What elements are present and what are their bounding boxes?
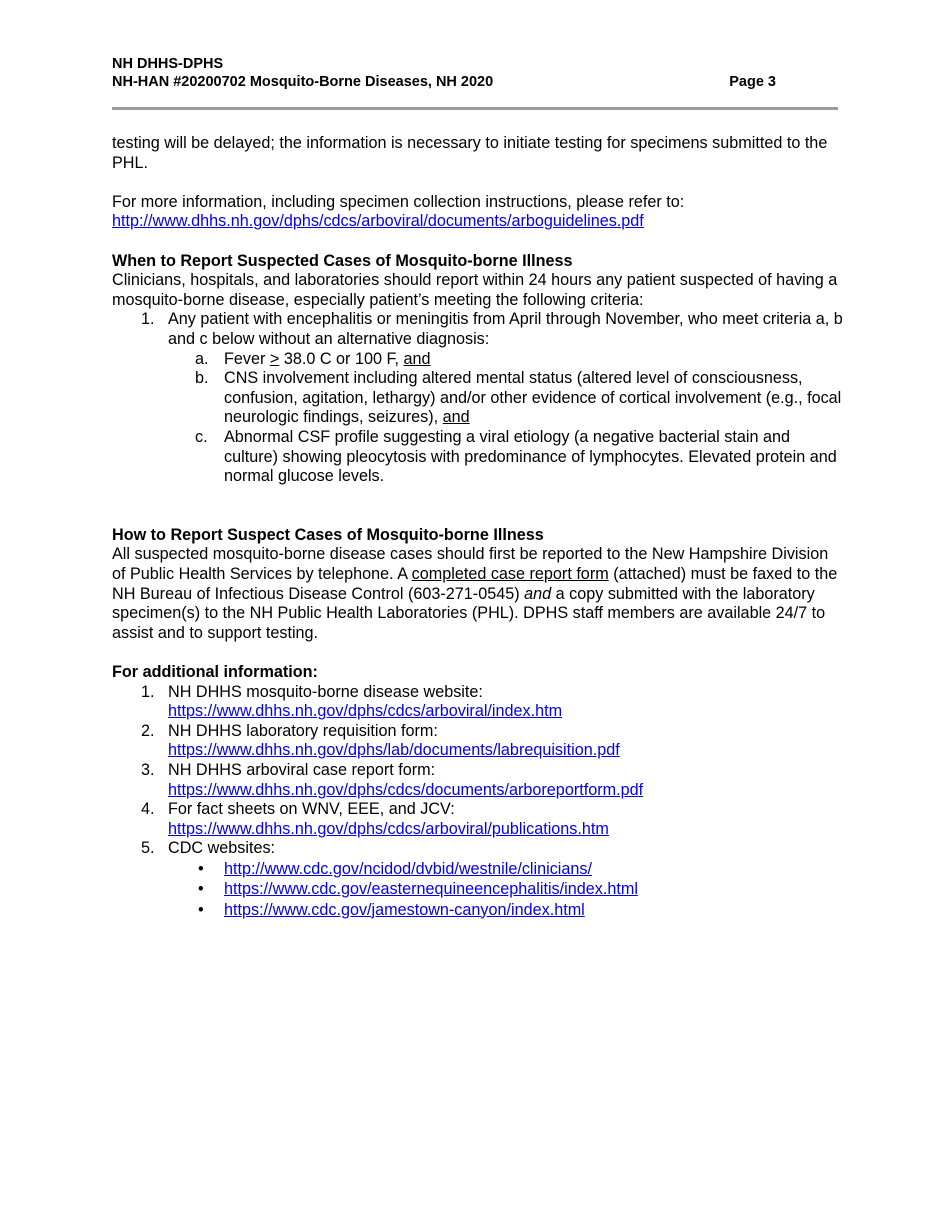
bullet-icon: • (198, 900, 204, 919)
cdc-link[interactable]: https://www.cdc.gov/easternequineencephalitis/index.html (224, 880, 638, 899)
bullet-icon: • (198, 880, 204, 899)
resource-link[interactable]: https://www.dhhs.nh.gov/dphs/cdcs/arboviral/index.htm (168, 702, 563, 721)
cdc-link-item (112, 879, 844, 899)
list-letter: a. (195, 349, 209, 368)
list-number: 5. (141, 839, 155, 858)
header-divider (112, 107, 838, 110)
intro-paragraph: testing will be delayed; the information is necessary to initiate testing for specimens submitted to the PHL. (112, 134, 828, 172)
resource-link[interactable]: https://www.dhhs.nh.gov/dphs/cdcs/documents/arboreportform.pdf (168, 780, 644, 799)
criteria-b: b. CNS involvement including altered mental status (altered level of consciousness, confusion, agitation, lethargy) and/or other evidence of cortical involvement (e.g., focal neurologic findings, seizures), and (195, 369, 842, 427)
additional-info-item (112, 722, 844, 761)
header-agency: NH DHHS-DPHS (112, 56, 224, 72)
cdc-links-list (112, 859, 844, 920)
header-title: NH-HAN #20200702 Mosquito-Borne Diseases, NH 2020 (112, 74, 494, 90)
cdc-link-item (112, 859, 844, 879)
bullet-icon: • (198, 859, 204, 878)
list-number: 1. (141, 310, 155, 329)
cdc-websites-item (112, 839, 844, 859)
case-report-form-ref: completed case report form (411, 565, 609, 584)
list-number: 3. (141, 761, 155, 779)
cdc-websites-label: CDC websites: (168, 839, 276, 858)
criteria-c: c. Abnormal CSF profile suggesting a viral etiology (a negative bacterial stain and culture) showing pleocytosis with predominance of lymphocytes. Elevated protein and normal glucose levels. (195, 427, 837, 486)
more-info-text: For more information, including specimen collection instructions, please refer to: (112, 192, 685, 211)
additional-info-item (112, 800, 844, 839)
additional-info-list (112, 683, 844, 840)
cdc-link[interactable]: http://www.cdc.gov/ncidod/dvbid/westnile/clinicians/ (224, 859, 592, 878)
when-to-report-heading: When to Report Suspected Cases of Mosquito-borne Illness (112, 251, 573, 270)
resource-link[interactable]: https://www.dhhs.nh.gov/dphs/lab/documents/labrequisition.pdf (168, 741, 620, 760)
how-to-report-heading: How to Report Suspect Cases of Mosquito-borne Illness (112, 525, 544, 544)
list-number: 2. (141, 721, 155, 740)
additional-info-item (112, 761, 844, 800)
list-letter: b. (195, 369, 209, 388)
criteria-text: Any patient with encephalitis or meningitis from April through November, who meet criteria a, b and c below without an alternative diagnosis: (168, 310, 843, 348)
item-label: For fact sheets on WNV, EEE, and JCV: (168, 800, 455, 819)
how-to-report-text: All suspected mosquito-borne disease cases should first be reported to the New Hampshire Division of Public Health Services by telephone. A completed case report form (attached) must be faxed to the NH Bureau of Infectious Disease Control (603-271-0545) and a copy submitted with the laboratory specimen(s) to the NH Public Health Laboratories (PHL). DPHS staff members are available 24/7 to assist and to support testing. (112, 545, 838, 642)
list-letter: c. (195, 427, 208, 446)
additional-info-heading: For additional information: (112, 663, 318, 682)
cdc-link[interactable]: https://www.cdc.gov/jamestown-canyon/index.html (224, 900, 585, 919)
list-number: 4. (141, 800, 155, 819)
arbo-guidelines-link[interactable]: http://www.dhhs.nh.gov/dphs/cdcs/arboviral/documents/arboguidelines.pdf (112, 212, 644, 231)
criteria-a: a. Fever > 38.0 C or 100 F, and (195, 349, 431, 368)
when-to-report-text: Clinicians, hospitals, and laboratories should report within 24 hours any patient suspected of having a mosquito-borne disease, especially patient’s meeting the following criteria: (112, 271, 838, 309)
document-body (112, 134, 844, 920)
greater-equal-symbol: > (269, 349, 280, 368)
page-number: Page 3 (729, 74, 776, 90)
resource-link[interactable]: https://www.dhhs.nh.gov/dphs/cdcs/arboviral/publications.htm (168, 819, 609, 838)
list-number: 1. (141, 682, 155, 701)
page-header (112, 55, 838, 91)
additional-info-item (112, 683, 844, 722)
item-label: NH DHHS laboratory requisition form: (168, 721, 438, 740)
criteria-item-1 (112, 310, 844, 349)
cdc-link-item (112, 900, 844, 920)
item-label: NH DHHS arboviral case report form: (168, 761, 436, 779)
item-label: NH DHHS mosquito-borne disease website: (168, 682, 483, 701)
